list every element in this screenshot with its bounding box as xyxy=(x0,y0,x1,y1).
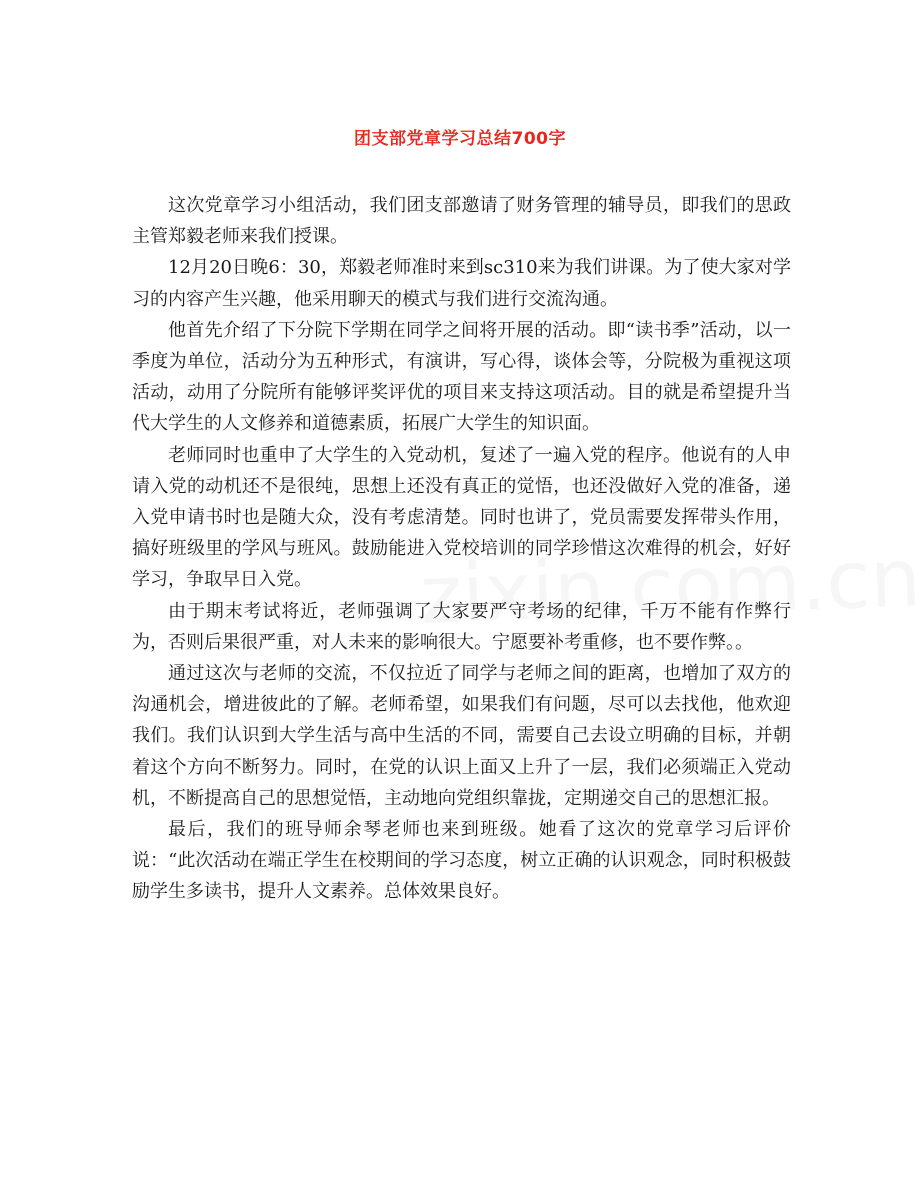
paragraph: 通过这次与老师的交流，不仅拉近了同学与老师之间的距离，也增加了双方的沟通机会，增进彼此的了解。老师希望，如果我们有问题，尽可以去找他，他欢迎我们。我们认识到大学生活与高中生活的不同，需要自己去设立明确的目标，并朝着这个方向不断努力。同时，在党的认识上面又上升了一层，我们必须端正入党动机，不断提高自己的思想觉悟，主动地向党组织靠拢，定期递交自己的思想汇报。 xyxy=(132,663,791,809)
document-body xyxy=(132,190,791,908)
document-title: 团支部党章学习总结700字 xyxy=(354,129,566,149)
paragraph: 他首先介绍了下分院下学期在同学之间将开展的活动。即“读书季”活动，以一季度为单位，活动分为五种形式，有演讲，写心得，谈体会等，分院极为重视这项活动，动用了分院所有能够评奖评优的项目来支持这项活动。目的就是希望提升当代大学生的人文修养和道德素质，拓展广大学生的知识面。 xyxy=(132,319,791,435)
paragraph: 最后，我们的班导师余琴老师也来到班级。她看了这次的党章学习后评价说：“此次活动在端正学生在校期间的学习态度，树立正确的认识观念，同时积极鼓励学生多读书，提升人文素养。总体效果良好。 xyxy=(132,819,791,903)
paragraph: 这次党章学习小组活动，我们团支部邀请了财务管理的辅导员，即我们的思政主管郑毅老师来我们授课。 xyxy=(132,195,791,248)
paragraph: 由于期末考试将近，老师强调了大家要严守考场的纪律，千万不能有作弊行为，否则后果很严重，对人未来的影响很大。宁愿要补考重修，也不要作弊。。 xyxy=(132,600,791,653)
paragraph: 老师同时也重申了大学生的入党动机，复述了一遍入党的程序。他说有的人申请入党的动机还不是很纯，思想上还没有真正的觉悟，也还没做好入党的准备，递入党申请书时也是随大众，没有考虑清楚。同时也讲了，党员需要发挥带头作用，搞好班级里的学风与班风。鼓励能进入党校培训的同学珍惜这次难得的机会，好好学习，争取早日入党。 xyxy=(132,444,791,591)
paragraph: 12月20日晚6：30，郑毅老师准时来到sc310来为我们讲课。为了使大家对学习的内容产生兴趣，他采用聊天的模式与我们进行交流沟通。 xyxy=(132,257,791,310)
